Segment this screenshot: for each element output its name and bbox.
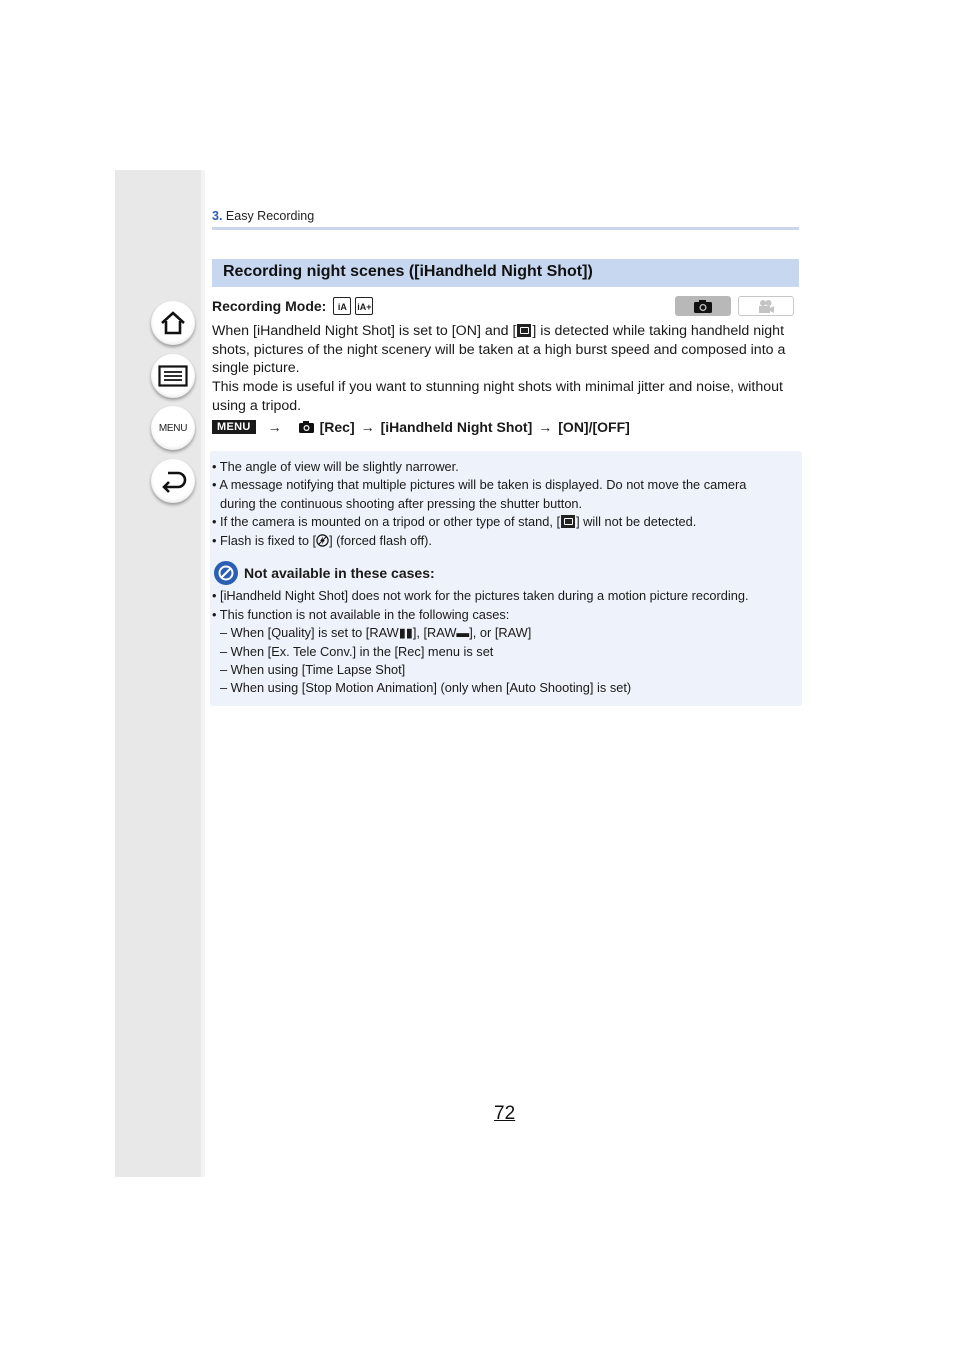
chapter-divider <box>212 227 799 230</box>
menu-path-arrow: → <box>538 419 553 435</box>
not-available-item: • This function is not available in the following cases: <box>212 607 510 622</box>
not-available-item: • [iHandheld Night Shot] does not work for the pictures taken during a motion picture recording. <box>212 588 749 603</box>
chapter-heading <box>212 209 314 223</box>
menu-path <box>212 419 630 435</box>
note-item <box>212 513 800 531</box>
intro-paragraph-1 <box>212 322 802 378</box>
note-item-continued: during the continuous shooting after pressing the shutter button. <box>220 496 583 511</box>
home-icon <box>159 310 187 336</box>
not-available-heading <box>214 561 435 585</box>
note-item: • A message notifying that multiple pictures will be taken is displayed. Do not move the camera <box>212 477 747 492</box>
menu-path-arrow: → <box>267 419 282 435</box>
back-button[interactable] <box>151 459 195 503</box>
flash-off-icon <box>316 534 329 547</box>
note-text-a: • Flash is fixed to [ <box>212 533 317 548</box>
contents-list-icon <box>158 365 188 387</box>
sidebar-edge <box>201 170 205 1177</box>
camera-icon <box>298 420 315 434</box>
not-available-subitem: – When using [Stop Motion Animation] (only when [Auto Shooting] is set) <box>220 680 632 695</box>
note-text-b: ] will not be detected. <box>576 514 697 529</box>
note-item <box>212 532 800 550</box>
section-header <box>212 259 799 287</box>
not-available-subitem: – When [Ex. Tele Conv.] in the [Rec] menu is set <box>220 644 494 659</box>
intro-text-b: ] is detected while taking handheld night shots, pictures of the night scenery will be taken at a high burst speed and composed into a single picture. <box>212 323 786 377</box>
menu-path-rec: [Rec] <box>319 419 355 435</box>
handheld-night-shot-icon <box>517 324 531 337</box>
chapter-number: 3. <box>212 209 223 223</box>
note-text-a: • If the camera is mounted on a tripod or other type of stand, [ <box>212 514 561 529</box>
recording-mode <box>212 297 373 315</box>
note-item: • The angle of view will be slightly narrower. <box>212 459 459 474</box>
menu-button-label: MENU <box>158 422 188 434</box>
menu-path-arrow: → <box>360 419 375 435</box>
note-text-b: ] (forced flash off). <box>329 533 432 548</box>
contents-button[interactable] <box>151 354 195 398</box>
chapter-title: Easy Recording <box>225 209 315 223</box>
recording-mode-label: Recording Mode: <box>212 298 327 314</box>
menu-badge: MENU <box>212 420 256 434</box>
menu-button[interactable] <box>151 406 195 450</box>
video-camera-icon <box>756 299 776 314</box>
not-available-icon <box>214 561 238 585</box>
intro-text-a: When [iHandheld Night Shot] is set to [ON] and [ <box>212 323 517 339</box>
section-title: Recording night scenes ([iHandheld Night Shot]) <box>223 263 593 280</box>
handheld-night-shot-icon <box>561 515 575 528</box>
not-available-subitem: – When using [Time Lapse Shot] <box>220 662 406 677</box>
intelligent-auto-plus-icon: iA+ <box>355 297 373 315</box>
intro-paragraph-2: This mode is useful if you want to stunning night shots with minimal jitter and noise, without using a tripod. <box>212 379 783 414</box>
menu-path-item: [iHandheld Night Shot] <box>380 419 533 435</box>
video-mode-tab <box>738 296 794 316</box>
camera-icon <box>693 299 713 314</box>
photo-mode-tab <box>675 296 731 316</box>
not-available-heading-text: Not available in these cases: <box>244 565 435 581</box>
menu-path-options: [ON]/[OFF] <box>558 419 630 435</box>
not-available-subitem: – When [Quality] is set to [RAW▮▮], [RAW▬], or [RAW] <box>220 625 532 640</box>
home-button[interactable] <box>151 301 195 345</box>
back-arrow-icon <box>159 469 187 493</box>
page-number: 72 <box>494 1103 516 1124</box>
intelligent-auto-icon: iA <box>333 297 351 315</box>
